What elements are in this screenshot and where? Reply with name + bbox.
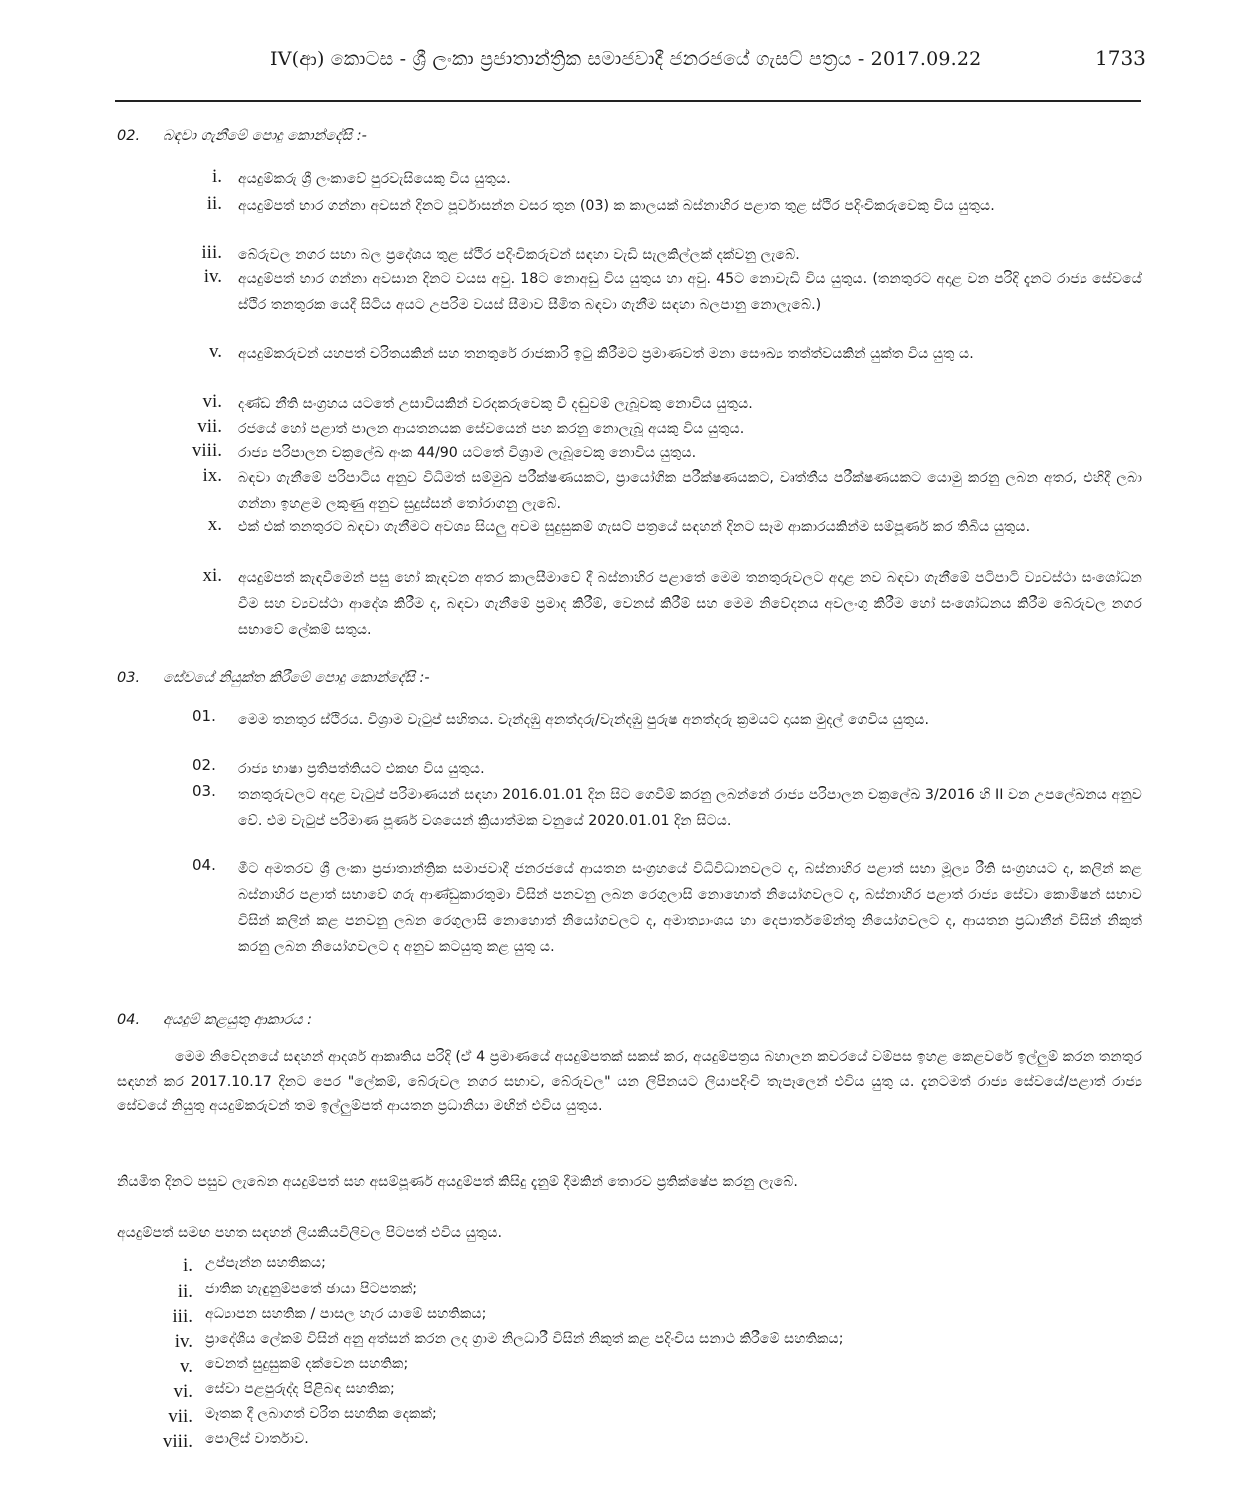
documents-intro: අයදුම්පත් සමඟ පහත සඳහන් ලියකියවිලිවල පිටපත් එවිය යුතුය.	[117, 1225, 503, 1241]
item-text: උප්පැන්න සහතිකය;	[205, 1255, 326, 1271]
item-number: 01.	[192, 707, 216, 725]
item-text: අධ්‍යාපන සහතික / පාසල හැර යාමේ සහතිකය;	[205, 1306, 487, 1322]
item-number: v.	[179, 1356, 193, 1377]
section-04-heading	[117, 1012, 312, 1028]
item-number: 03.	[192, 782, 216, 800]
item-text: වෙනත් සුදුසුකම් දක්වෙන සහතික;	[205, 1356, 409, 1372]
item-text: මෑතක දී ලබාගත් චරිත සහතික දෙකක්;	[205, 1406, 437, 1422]
item-text: අයදුම්පත් භාර ගන්නා අවසන් දිනට පූර්වාසන්න වසර තුන (03) ක කාලයක් බස්නාහිර පළාත තුළ ස්ථිර පදිංචිකරුවෙකු විය යුතුය.	[238, 198, 995, 214]
section-number: 04.	[117, 1012, 141, 1028]
section-02-heading	[117, 128, 367, 144]
header-divider	[115, 100, 1141, 102]
item-number: v.	[208, 341, 222, 362]
item-text: රාජ්‍ය භාෂා ප්‍රතිපත්තියට එකඟ විය යුතුය.	[238, 761, 485, 777]
item-text: බඳවා ගැනීමේ පරිපාටිය අනුව විධිමත් සම්මුඛ පරීක්ෂණයකට, ප්‍රායෝගික පරීක්ෂණයකට, වෘත්තීය පරීක්ෂණයකට යොමු කරනු ලබන අතර, එහිදී ලබා ගන්නා ඉහළම ලකුණු අනුව සුදුස්සන් තෝරාගනු ලැබේ.	[238, 470, 1142, 512]
item-number: iii.	[201, 242, 222, 263]
item-number: viii.	[162, 1431, 193, 1452]
item-number: xi.	[202, 565, 222, 586]
item-text: ප්‍රාදේශීය ලේකම් විසින් අනු අත්සන් කරන ලද ග්‍රාම නිලධාරී විසින් නිකුත් කළ පදිංචිය සනාථ කිරීමේ සහතිකය;	[205, 1331, 844, 1347]
item-text: එක් එක් තනතුරට බඳවා ගැනීමට අවශ්‍ය සියලු අවම සුදුසුකම් ගැසට් පත්‍රයේ සඳහන් දිනට සෑම ආකාරයකින්ම සම්පූර්ණ කර තිබිය යුතුය.	[238, 519, 1031, 535]
section-title: සේවයේ නියුක්ත කිරීමේ පොදු කොන්දේසි :-	[163, 670, 430, 686]
section-title: බඳවා ගැනීමේ පොදු කොන්දේසි :-	[163, 128, 367, 144]
item-number: vii.	[197, 416, 222, 437]
page-number: 1733	[1095, 46, 1146, 70]
item-text: සේවා පළපුරුද්ද පිළිබඳ සහතික;	[205, 1381, 395, 1397]
item-text: මෙම තනතුර ස්ථිරය. විශ්‍රාම වැටුප් සහිතය. වැන්දඹු අනත්දරු/වැන්දඹු පුරුෂ අනත්දරු ක්‍රමයට දායක මුදල් ගෙවිය යුතුය.	[238, 712, 930, 728]
item-number: i.	[182, 1255, 193, 1276]
section-number: 03.	[117, 670, 141, 686]
item-text: අයදුම්පත් කැඳවීමෙන් පසු හෝ කැඳවන අතර කාලසීමාවේ දී බස්නාහිර පළාතේ මෙම තනතුරුවලට අදාළ නව බඳවා ගැනීමේ පටිපාටි ව්‍යවස්ථා සංශෝධන වීම සහ ව්‍යවස්ථා ආදේශ කිරීම ද, බඳවා ගැනීමේ ප්‍රමාද කිරීම්, වෙනස් කිරීම් සහ මෙම නිවේදනය අවලංගු කිරීම හෝ සංශෝධනය කිරීම බේරුවල නගර සභාවේ ලේකම් සතුය.	[238, 570, 1142, 638]
item-text: මීට අමතරව ශ්‍රී ලංකා ප්‍රජාතාන්ත්‍රික සමාජවාදී ජනරජයේ ආයතන සංග්‍රහයේ විධිවිධානවලට ද, බස්නාහිර පළාත් සභා මූල්‍ය රීති සංග්‍රහයට ද, කලින් කළ බස්නාහිර පළාත් සභාවේ ගරු ආණ්ඩුකාරතුමා විසින් පනවනු ලබන රෙගුලාසි නොහොත් නියෝගවලට ද, බස්නාහිර පළාත් රාජ්‍ය සේවා කොමිෂන් සභාව විසින් කලින් කළ පනවනු ලබන රෙගුලාසි නොහොත් නියෝගවලට ද, අමාත්‍යාංශය හා දෙපාර්තමේන්තු නියෝගවලට ද, ආයතන ප්‍රධානීන් විසින් නිකුත් කරනු ලබන නියෝගවලට ද අනුව කටයුතු කළ යුතු ය.	[238, 861, 1142, 955]
item-number: vi.	[173, 1381, 193, 1402]
item-number: ix.	[202, 465, 222, 486]
item-text: දණ්ඩ නීති සංග්‍රහය යටතේ උසාවියකින් වරදකරුවෙකු වී දඬුවම් ලැබූවකු නොවිය යුතුය.	[238, 396, 753, 412]
late-applications-note: නියමිත දිනට පසුව ලැබෙන අයදුම්පත් සහ අසම්පූර්ණ අයදුම්පත් කිසිදු දැනුම් දීමකින් තොරව ප්‍රතික්ෂේප කරනු ලැබේ.	[117, 1174, 798, 1190]
item-number: vi.	[202, 391, 222, 412]
item-number: iv.	[203, 266, 222, 287]
application-instructions: මෙම නිවේදනයේ සඳහන් ආදර්ශ ආකෘතිය පරිදි (ඒ 4 ප්‍රමාණයේ අයදුම්පතක් සකස් කර, අයදුම්පත්‍රය බහාලන කවරයේ වම්පස ඉහළ කෙළවරේ ඉල්ලුම් කරන තනතුර සඳහන් කර 2017.10.17 දිනට පෙර "ලේකම්, බේරුවල නගර සභාව, බේරුවල" යන ලිපිනයට ලියාපදිංචි තැපෑලෙන් එවිය යුතු ය. දැනටමත් රාජ්‍ය සේවයේ/පළාත් රාජ්‍ය සේවයේ නියුතු අයදුම්කරුවන් තම ඉල්ලුම්පත් ආයතන ප්‍රධානියා මඟින් එවිය යුතුය.	[117, 1049, 1142, 1114]
item-number: vii.	[168, 1406, 193, 1427]
item-text: රජයේ හෝ පළාත් පාලන ආයතනයක සේවයෙන් පහ කරනු නොලැබූ අයකු විය යුතුය.	[238, 421, 745, 437]
item-number: ii.	[177, 1281, 193, 1302]
item-text: රාජ්‍ය පරිපාලන චක්‍රලේඛ අංක 44/90 යටතේ විශ්‍රාම ලැබූවෙකු නොවිය යුතුය.	[238, 445, 697, 461]
section-03-heading	[117, 670, 430, 686]
item-number: 02.	[192, 756, 216, 774]
item-text: පොලිස් වාර්තාව.	[205, 1431, 309, 1447]
item-number: 04.	[192, 856, 216, 874]
item-text: බේරුවල නගර සභා බල ප්‍රදේශය තුළ ස්ථිර පදිංචිකරුවන් සඳහා වැඩි සැලකිල්ලක් දක්වනු ලැබේ.	[238, 247, 800, 263]
item-text: තනතුරුවලට අදාළ වැටුප් පරිමාණයන් සඳහා 2016.01.01 දින සිට ගෙවීම් කරනු ලබන්නේ රාජ්‍ය පරිපාලන චක්‍රලේඛ 3/2016 හි II වන උපලේඛනය අනුව වේ. එම වැටුප් පරිමාණ පූර්ණ වශයෙන් ක්‍රියාත්මක වනුයේ 2020.01.01 දින සිටය.	[238, 787, 1142, 829]
item-text: අයදුම්කරු ශ්‍රී ලංකාවේ පුරවැසියෙකු විය යුතුය.	[238, 171, 511, 187]
item-number: iv.	[174, 1331, 193, 1352]
item-number: iii.	[172, 1306, 193, 1327]
item-number: x.	[207, 514, 222, 535]
item-text: අයදුම්කරුවන් යහපත් චරිතයකින් සහ තනතුරේ රාජකාරි ඉටු කිරීමට ප්‍රමාණවත් මනා සෞඛ්‍ය තත්ත්වයකින් යුක්ත විය යුතු ය.	[238, 346, 974, 362]
section-number: 02.	[117, 128, 141, 144]
item-number: viii.	[191, 440, 222, 461]
item-number: ii.	[206, 193, 222, 214]
section-title: අයදුම් කළයුතු ආකාරය :	[163, 1012, 313, 1028]
item-text: අයදුම්පත් භාර ගන්නා අවසාන දිනට වයස අවු. 18ට නොඅඩු විය යුතුය හා අවු. 45ට නොවැඩි විය යුතුය. (තනතුරට අදාළ වන පරිදි දැනට රාජ්‍ය සේවයේ ස්ථිර තනතුරක යෙදී සිටිය අයට උපරිම වයස් සීමාව සීමිත බඳවා ගැනීම සඳහා බලපානු නොලැබේ.)	[238, 271, 1142, 313]
item-number: i.	[211, 166, 222, 187]
gazette-header-title: IV(ආ) කොටස - ශ්‍රී ලංකා ප්‍රජාතාන්ත්‍රික සමාජවාදී ජනරජයේ ගැසට් පත්‍රය - 2017.09.22	[270, 48, 982, 70]
item-text: ජාතික හැඳුනුම්පතේ ඡායා පිටපතක්;	[205, 1281, 418, 1297]
